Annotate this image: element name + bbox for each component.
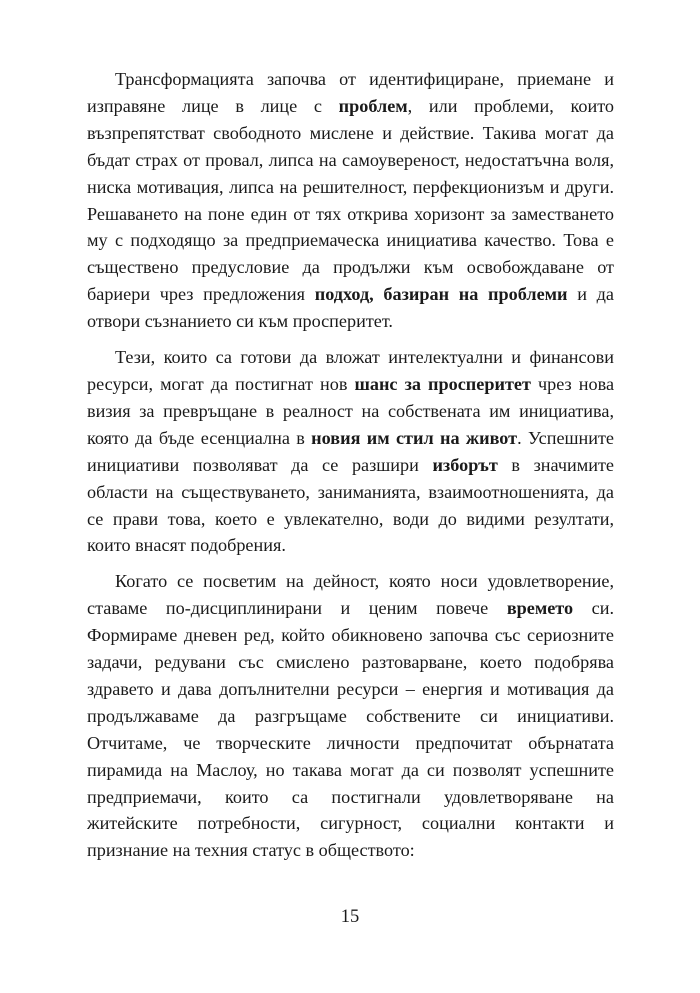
paragraph-1 <box>87 66 614 335</box>
page-body <box>87 66 614 873</box>
paragraph-2-text: в значимите области на съществуването, заниманията, взаимоотношенията, да се прави това, което е увлекателно, води до видими резултати, които внасят подобрения. <box>87 454 614 556</box>
paragraph-3 <box>87 568 614 864</box>
paragraph-2-text: чрез нова визия за превръщане в реалност на собствената им инициатива, която да бъде есенциална в <box>87 373 615 448</box>
bold-term-problem: проблем <box>338 95 408 116</box>
bold-term-prosperity-chance: шанс за просперитет <box>354 373 531 394</box>
paragraph-1-text: Трансформацията започва от идентифициране, приемане и изправяне лице в лице с <box>87 69 614 116</box>
paragraph-3-text: си. Формираме дневен ред, който обикновено започва със сериозните задачи, редувани със смислено разтоварване, което подобрява здравето и дава допълнителни ресурси – енергия и мотивация да продължаваме да разгръщаме собствените си инициативи. Отчитаме, че творческите личности предпочитат обърнатата пирамида на Маслоу, но такава могат да си позволят успешните предприемачи, които са постигнали удовлетворяване на житейските потребности, сигурност, социални контакти и признание на техния статус в обществото: <box>87 598 615 861</box>
bold-term-choice: изборът <box>432 454 498 475</box>
paragraph-2-text: Тези, които са готови да вложат интелектуални и финансови ресурси, могат да постигнат нов <box>87 347 614 394</box>
page-number: 15 <box>340 907 360 927</box>
paragraph-2-text: . Успешните инициативи позволяват да се разшири <box>87 427 615 475</box>
paragraph-3-text: Когато се посветим на дейност, която носи удовлетворение, ставаме по-дисциплинирани и ценим повече <box>87 571 614 619</box>
bold-term-new-lifestyle: новия им стил на живот <box>311 427 518 448</box>
bold-term-problem-based-approach: подход, базиран на проблеми <box>314 284 568 305</box>
paragraph-2 <box>87 344 614 559</box>
bold-term-time: времето <box>506 598 574 619</box>
paragraph-1-text: , или проблеми, които възпрепятстват свободното мислене и действие. Такива могат да бъдат страх от провал, липса на самоувереност, недостатъчна воля, ниска мотивация, липса на решителност, перфекционизъм и други. Решаването на поне един от тях открива хоризонт за заместването му с подходящо за предприемаческа инициатива качество. Това е съществено предусловие да продължи към освобождаване от бариери чрез предложения <box>87 95 614 305</box>
paragraph-1-text: и да отвори съзнанието си към просперитет. <box>87 284 614 332</box>
